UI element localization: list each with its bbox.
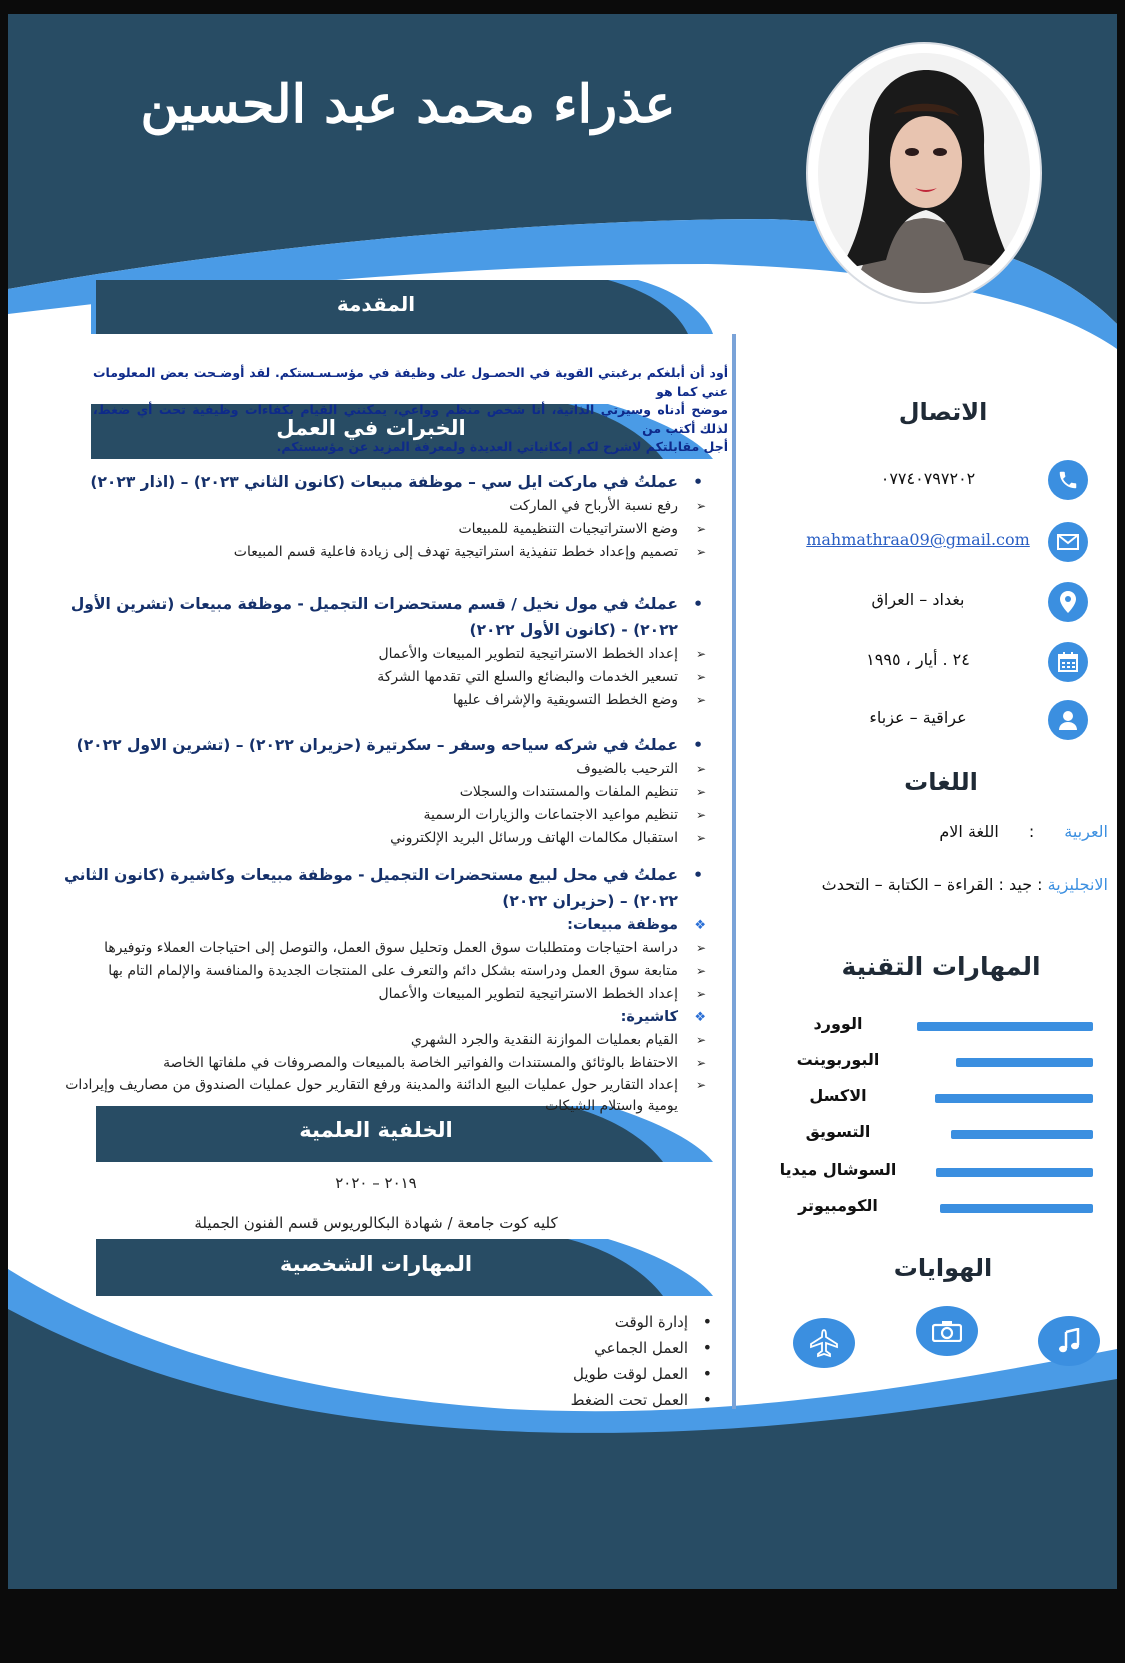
- experience-bullet: ➢ وضع الخطط التسويقية والإشراف عليها: [48, 689, 708, 712]
- education-years: ٢٠١٩ – ٢٠٢٠: [335, 1174, 417, 1192]
- phone-icon: [1048, 460, 1088, 500]
- tech-skill-label: البوربوينت: [796, 1050, 880, 1069]
- cv-page: [8, 14, 1117, 1589]
- experience-item: [48, 732, 708, 850]
- personal-skill-item: • العمل الجماعي: [428, 1335, 718, 1361]
- tech-skill-label: الاكسل: [809, 1086, 867, 1105]
- tech-skill-bar: [956, 1058, 1093, 1067]
- camera-icon: [916, 1306, 978, 1356]
- intro-line: أجل مقابلتكم لاشرح لكم إمكانياتي العديدة ولمعرفة المزيد عن مؤسستكم.: [276, 439, 728, 454]
- language-english: [768, 875, 1108, 894]
- tech-skill-bar: [940, 1204, 1093, 1213]
- personal-skill-item: • العمل لوقت طويل: [428, 1361, 718, 1387]
- tech-skill-bar: [951, 1130, 1093, 1139]
- experience-item: [48, 591, 708, 712]
- education-degree: كليه كوت جامعة / شهادة البكالوريوس قسم الفنون الجميلة: [194, 1214, 558, 1232]
- calendar-icon: [1048, 642, 1088, 682]
- experience-bullet: ➢ إعداد الخطط الاستراتيجية لتطوير المبيعات والأعمال: [48, 643, 708, 666]
- section-title-education: الخلفية العلمية: [299, 1118, 453, 1142]
- section-title-hobbies: الهوايات: [893, 1254, 993, 1282]
- tech-skill-bar: [935, 1094, 1093, 1103]
- contact-status: عراقية – عزباء: [869, 708, 967, 727]
- experience-title: • عملتُ في ماركت ايل سي – موظفة مبيعات (كانون الثاني ٢٠٢٣) – (اذار ٢٠٢٣): [48, 469, 708, 495]
- experience-bullet: ➢ الترحيب بالضيوف: [48, 758, 708, 781]
- language-level: : جيد : القراءة – الكتابة – التحدث: [821, 875, 1043, 894]
- experience-subheading: ❖ موظفة مبيعات:: [48, 914, 708, 937]
- contact-phone: ٠٧٧٤٠٧٩٧٢٠٢: [880, 469, 976, 488]
- section-title-tech-skills: المهارات التقنية: [841, 952, 1041, 981]
- tech-skill-label: الكومبيوتر: [798, 1196, 878, 1215]
- intro-line: موضح أدناه وسيرتي الذاتية، أنا شخص منظم وواعي، يمكنني القيام بكفاءات وظيفية تحت أي ضغط، لذلك أكتب من: [93, 402, 728, 436]
- experience-item: [48, 469, 708, 564]
- section-title-experience: الخبرات في العمل: [276, 416, 466, 440]
- profile-photo: [808, 44, 1040, 302]
- contact-location: بغداد – العراق: [871, 590, 965, 609]
- intro-line: أود أن أبلغكم برغبتي القوية في الحصـول على وظيفة في مؤسـسـستكم. لقد أوضـحت بعض المعلومات عني كما هو: [93, 365, 728, 399]
- experience-bullet: ➢ تسعير الخدمات والبضائع والسلع التي تقدمها الشركة: [48, 666, 708, 689]
- portrait-image: [814, 50, 1034, 296]
- experience-bullet: ➢ متابعة سوق العمل ودراسته بشكل دائم والتعرف على المنتجات الجديدة والمنافسة والإلمام التام بها: [48, 960, 708, 983]
- experience-bullet: ➢ إعداد الخطط الاستراتيجية لتطوير المبيعات والأعمال: [48, 983, 708, 1006]
- mail-icon: [1048, 522, 1088, 562]
- section-title-personal-skills: المهارات الشخصية: [279, 1252, 473, 1276]
- contact-birthdate: ٢٤ . أيار ، ١٩٩٥: [866, 650, 970, 669]
- experience-bullet: ➢ استقبال مكالمات الهاتف ورسائل البريد الإلكتروني: [48, 827, 708, 850]
- personal-skill-item: • إدارة الوقت: [428, 1309, 718, 1335]
- tech-skill-bar: [917, 1022, 1093, 1031]
- language-name: الانجليزية: [1047, 875, 1108, 894]
- section-title-intro: المقدمة: [336, 292, 416, 316]
- experience-bullet: ➢ تصميم وإعداد خطط تنفيذية استراتيجية تهدف إلى زيادة فاعلية قسم المبيعات: [48, 541, 708, 564]
- experience-title: • عملتُ في شركه سياحه وسفر – سكرتيرة (حزيران ٢٠٢٢) – (تشرين الاول ٢٠٢٢): [48, 732, 708, 758]
- section-title-languages: اللغات: [904, 768, 978, 796]
- airplane-icon: [793, 1318, 855, 1368]
- experience-item: [48, 862, 708, 1117]
- tech-skill-label: الوورد: [813, 1014, 863, 1033]
- experience-bullet: ➢ وضع الاستراتيجيات التنظيمية للمبيعات: [48, 518, 708, 541]
- experience-bullet: ➢ رفع نسبة الأرباح في الماركت: [48, 495, 708, 518]
- section-title-contact: الاتصال: [898, 398, 988, 426]
- music-note-icon: [1038, 1316, 1100, 1366]
- contact-email-link[interactable]: mahmathraa09@gmail.com: [806, 530, 1030, 549]
- experience-title: • عملتُ في محل لبيع مستحضرات التجميل - موظفة مبيعات وكاشيرة (كانون الثاني ٢٠٢٢) – (حزيران ٢٠٢٢): [48, 862, 708, 914]
- experience-bullet: ➢ تنظيم مواعيد الاجتماعات والزيارات الرسمية: [48, 804, 708, 827]
- language-arabic: [788, 822, 1108, 841]
- candidate-name: عذراء محمد عبد الحسين: [140, 74, 676, 135]
- personal-skills-list: [428, 1309, 718, 1413]
- language-level: اللغة الام: [939, 822, 999, 841]
- experience-bullet: ➢ الاحتفاظ بالوثائق والمستندات والفواتير الخاصة بالمبيعات والمصروفات في ملفاتها الخاصة: [48, 1052, 708, 1075]
- location-pin-icon: [1048, 582, 1088, 622]
- experience-subheading: ❖ كاشيرة:: [48, 1006, 708, 1029]
- person-icon: [1048, 700, 1088, 740]
- experience-bullet: ➢ تنظيم الملفات والمستندات والسجلات: [48, 781, 708, 804]
- intro-paragraph: [93, 364, 728, 457]
- tech-skill-label: السوشال ميديا: [779, 1160, 897, 1179]
- language-name: العربية: [1064, 822, 1108, 841]
- experience-bullet: ➢ القيام بعمليات الموازنة النقدية والجرد الشهري: [48, 1029, 708, 1052]
- experience-bullet: ➢ إعداد التقارير حول عمليات البيع الدائنة والمدينة ورفع التقارير حول عمليات الصندوق من مصاريف وإيرادات يومية واستلام الشيكات: [48, 1075, 708, 1117]
- language-separator: :: [1028, 822, 1035, 841]
- personal-skill-item: • العمل تحت الضغط: [428, 1387, 718, 1413]
- experience-title: • عملتُ في مول نخيل / قسم مستحضرات التجميل - موظفة مبيعات (تشرين الأول ٢٠٢٢) - (كانون الأول ٢٠٢٢): [48, 591, 708, 643]
- tech-skill-bar: [936, 1168, 1093, 1177]
- experience-bullet: ➢ دراسة احتياجات ومتطلبات سوق العمل وتحليل سوق العمل، والتوصل إلى احتياجات العملاء وتوفيرها: [48, 937, 708, 960]
- tech-skill-label: التسويق: [805, 1122, 871, 1141]
